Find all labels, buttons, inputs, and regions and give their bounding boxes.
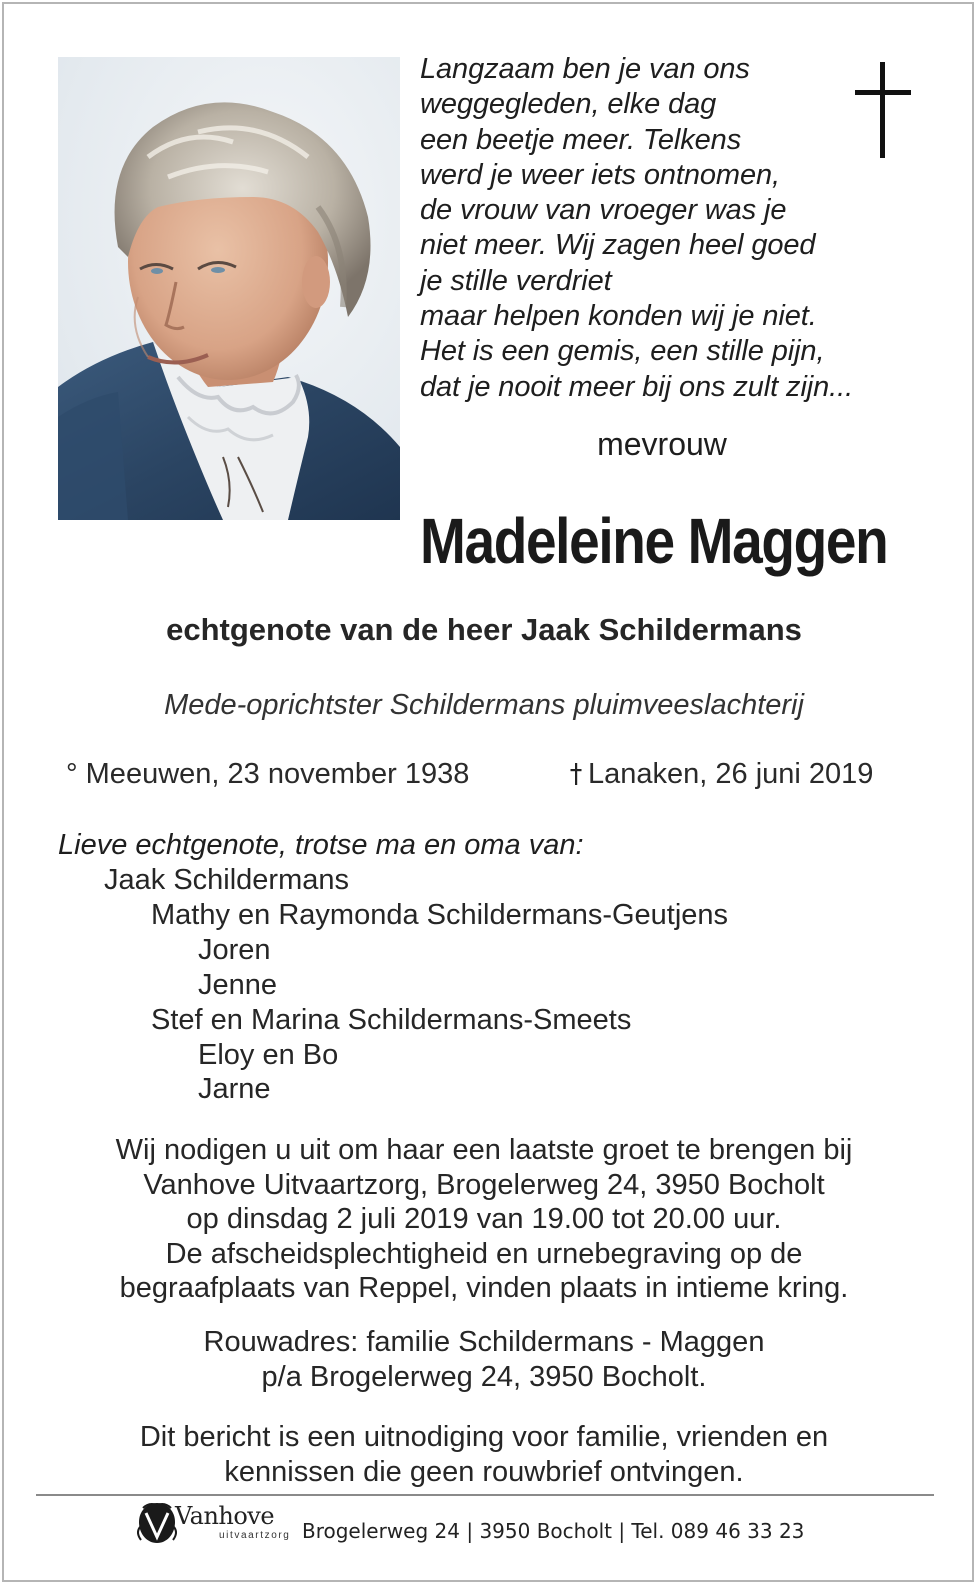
invitation-line: begraafplaats van Reppel, vinden plaats in intieme kring.: [119, 1272, 849, 1305]
family-member: Joren: [198, 934, 271, 966]
address-line: p/a Brogelerweg 24, 3950 Bocholt.: [261, 1360, 707, 1393]
logo-subtitle: uitvaartzorg: [219, 1530, 291, 1541]
logo-name: Vanhove: [175, 1502, 275, 1530]
vanhove-logo: [137, 1500, 297, 1548]
poem-line: dat je nooit meer bij ons zult zijn...: [420, 370, 854, 403]
poem-line: je stille verdriet: [420, 264, 612, 297]
poem-line: Het is een gemis, een stille pijn,: [420, 335, 825, 368]
family-member: Stef en Marina Schildermans-Smeets: [151, 1004, 632, 1036]
death-text: Lanaken, 26 juni 2019: [588, 758, 874, 790]
portrait-photo: [58, 57, 400, 520]
latin-cross-icon: [853, 62, 913, 160]
death-line: [570, 758, 873, 791]
footer-divider: [36, 1494, 934, 1496]
invitation-line: op dinsdag 2 juli 2019 van 19.00 tot 20.00 uur.: [186, 1203, 782, 1236]
address-line: Rouwadres: familie Schildermans - Maggen: [203, 1326, 765, 1358]
footer-contact: Brogelerweg 24 | 3950 Bocholt | Tel. 089 46 33 23: [302, 1519, 805, 1543]
small-cross-icon: [570, 763, 582, 785]
notice-line: kennissen die geen rouwbrief ontvingen.: [224, 1455, 744, 1488]
poem-line: Langzaam ben je van ons: [420, 53, 750, 85]
family-member: Jarne: [198, 1073, 271, 1105]
poem-line: de vrouw van vroeger was je: [420, 194, 787, 227]
poem-line: werd je weer iets ontnomen,: [420, 158, 780, 191]
role-line: Mede-oprichtster Schildermans pluimveeslachterij: [164, 689, 804, 721]
honorific: mevrouw: [597, 426, 727, 462]
poem: [420, 52, 900, 405]
family-intro: Lieve echtgenote, trotse ma en oma van:: [58, 829, 584, 861]
invitation-line: Vanhove Uitvaartzorg, Brogelerweg 24, 3950 Bocholt: [143, 1168, 825, 1201]
invitation: [0, 1133, 968, 1306]
family-member: Eloy en Bo: [198, 1039, 339, 1071]
deceased-name: Madeleine Maggen: [420, 505, 888, 577]
poem-line: maar helpen konden wij je niet.: [420, 300, 817, 333]
poem-line: een beetje meer. Telkens: [420, 123, 742, 156]
family-member: Mathy en Raymonda Schildermans-Geutjens: [151, 899, 729, 931]
family-member: Jaak Schildermans: [104, 864, 349, 896]
poem-line: weggegleden, elke dag: [420, 88, 717, 121]
vanhove-emblem-icon: [137, 1500, 177, 1546]
invitation-line: Wij nodigen u uit om haar een laatste groet te brengen bij: [115, 1134, 853, 1166]
poem-line: niet meer. Wij zagen heel goed: [420, 229, 816, 262]
family-member: Jenne: [198, 969, 278, 1001]
notice-line: Dit bericht is een uitnodiging voor familie, vrienden en: [139, 1421, 829, 1453]
invitation-line: De afscheidsplechtigheid en urnebegraving op de: [165, 1237, 803, 1270]
spouse-line: echtgenote van de heer Jaak Schildermans: [166, 612, 802, 647]
mourning-address: [0, 1325, 968, 1394]
birth-line: ° Meeuwen, 23 november 1938: [66, 758, 470, 790]
notice-text: [0, 1420, 968, 1489]
